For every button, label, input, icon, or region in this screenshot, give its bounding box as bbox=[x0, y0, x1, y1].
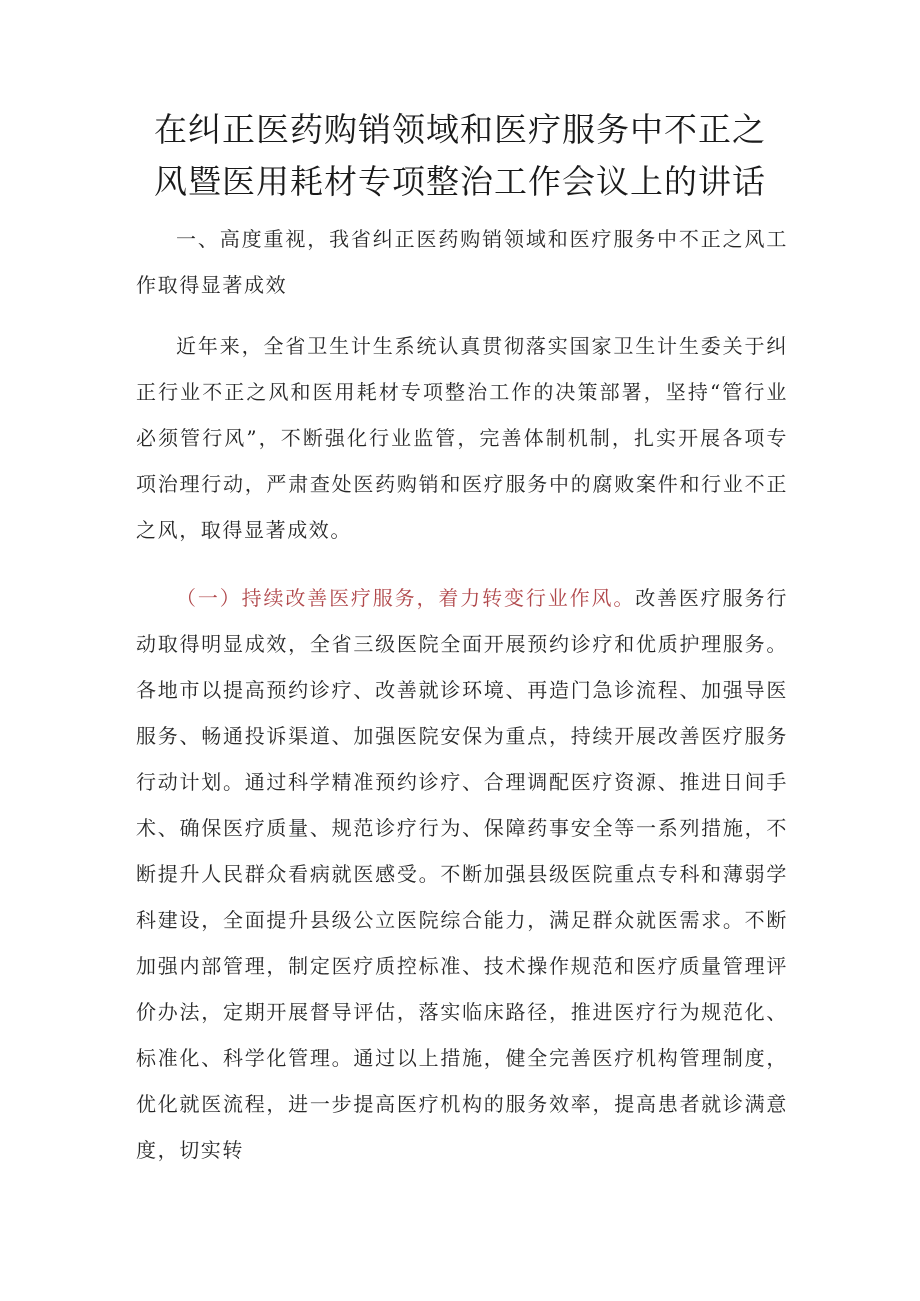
title-line-2: 风暨医用耗材专项整治工作会议上的讲话 bbox=[154, 162, 766, 201]
body-paragraph-1: 近年来，全省卫生计生系统认真贯彻落实国家卫生计生委关于纠正行业不正之风和医用耗材专项整治工作的决策部署，坚持“管行业必须管行风”，不断强化行业监管，完善体制机制，扎实开展各项专项治理行动，严肃查处医药购销和医疗服务中的腐败案件和行业不正之风，取得显著成效。 bbox=[136, 334, 788, 542]
body-paragraph-2-text: 改善医疗服务行动取得明显成效，全省三级医院全面开展预约诊疗和优质护理服务。各地市以提高预约诊疗、改善就诊环境、再造门急诊流程、加强导医服务、畅通投诉渠道、加强医院安保为重点，持续开展改善医疗服务行动计划。通过科学精准预约诊疗、合理调配医疗资源、推进日间手术、确保医疗质量、规范诊疗行为、保障药事安全等一系列措施，不断提升人民群众看病就医感受。不断加强县级医院重点专科和薄弱学科建设，全面提升县级公立医院综合能力，满足群众就医需求。不断加强内部管理，制定医疗质控标准、技术操作规范和医疗质量管理评价办法，定期开展督导评估，落实临床路径，推进医疗行为规范化、标准化、科学化管理。通过以上措施，健全完善医疗机构管理制度，优化就医流程，进一步提高医疗机构的服务效率，提高患者就诊满意度，切实转 bbox=[136, 586, 789, 1162]
title-line-1: 在纠正医药购销领域和医疗服务中不正之 bbox=[154, 110, 766, 149]
subsection-heading-1: （一）持续改善医疗服务，着力转变行业作风。 bbox=[176, 586, 636, 610]
section-heading-1: 一、高度重视，我省纠正医药购销领域和医疗服务中不正之风工作取得显著成效 bbox=[136, 227, 788, 297]
document-title bbox=[120, 104, 800, 208]
body-paragraph-2 bbox=[136, 575, 788, 1173]
